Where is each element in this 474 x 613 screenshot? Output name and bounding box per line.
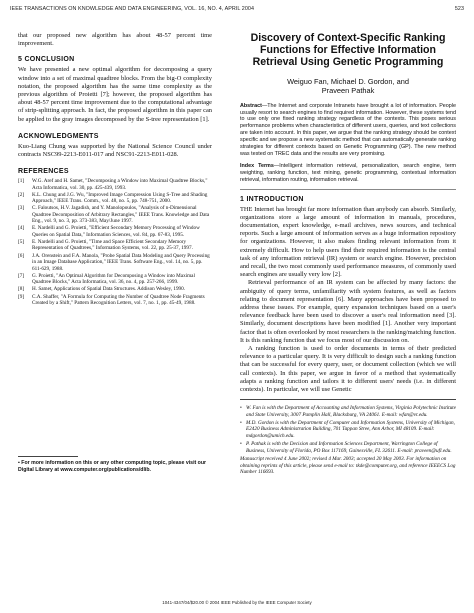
reference-number: [5] — [18, 239, 25, 246]
affiliation-text: M.D. Gordon is with the Department of Computer and Information Systems, University of Michigan, E2420 Business Administration Building, 701 Tappan Stree, Ann Arbor, MI 48109. E-mail: mdgordon@umich.edu. — [246, 420, 455, 439]
abstract — [240, 103, 456, 158]
reference-number: [7] — [18, 272, 25, 279]
reference-number: [8] — [18, 286, 25, 293]
introduction-paragraph-1: THE Internet has brought far more information than anybody can absorb. Similarly, organizations store a large amount of information in manuals, procedures, documentation, expert knowledge, e-mail archives, news sources, and technical reports. Such a large amount of information serves as a huge information repository for organizations. However, it also makes finding relevant information from it extremely difficult. How to help users find their required information is the central task of any information retrieval (IR) system or search engine. However, precision and recall, the two most commonly used performance measures, of commonly used search engines are usually very low [2]. — [240, 205, 456, 279]
manuscript-note: Manuscript received 4 June 2002; revised 4 Mar. 2003; accepted 20 May 2003. For information on obtaining reprints of this article, please send e-mail to: tkde@computer.org, and reference IEEECS Log Number 116693. — [240, 456, 456, 475]
conclusion-heading: 5 CONCLUSION — [18, 56, 75, 64]
reference-text: G. Proietti, "An Optimal Algorithm for Decomposing a Window into Maximal Quadtree Blocks," Acta Informatica, vol. 36, no. 4, pp. 257-266, 1999. — [32, 272, 195, 286]
reference-text: C.A. Shaffer, "A Formula for Computing the Number of Quadtree Node Fragments Created by a Shift," Pattern Recognition Letters, vol. 7, no. 1, pp. 45-49, 1988. — [32, 293, 205, 306]
intro-continuation: that our proposed new algorithm has about 48-57 percent time improvement. — [18, 32, 212, 48]
reference-number: [9] — [18, 293, 25, 300]
reference-text: W.G. Aref and H. Samet, "Decomposing a Window into Maximal Quadtree Blocks," Acta Informatica, vol. 30, pp. 425-439, 1993. — [32, 178, 208, 191]
affiliation-gordon: • M.D. Gordon is with the Department of Computer and Information Systems, University of Michigan, E2420 Business Administration Building, 701 Tappan Stree, Ann Arbor, MI 48109. E-mail: mdgordon@umich.edu. — [240, 420, 455, 439]
reference-text: H. Samet, Applications of Spatial Data Structures. Addison Wesley, 1990. — [32, 286, 186, 293]
reference-text: C. Faloutsos, H.V. Jagadish, and Y. Manolopoulos, "Analysis of n-Dimensional Quadtree Decomposition of Arbitrary Rectangles," IEEE Trans. Knowledge and Data Eng., vol. 9, no. 3, pp. 373-383, May/June 1997. — [32, 205, 210, 225]
index-terms-text: —Intelligent information retrieval, personalization, search engine, term weighting, ranking function, text mining, genetic programming, contextual information retrieval, information routing, information retrieval. — [240, 162, 456, 183]
journal-info: IEEE TRANSACTIONS ON KNOWLEDGE AND DATA ENGINEERING, VOL. 16, NO. 4, APRIL 2004 — [10, 6, 254, 12]
reference-item — [18, 253, 212, 272]
reference-item — [18, 192, 212, 205]
affiliation-fan: • W. Fan is with the Department of Accounting and Information Systems, Virginia Polytechnic Institute and State University, 3007 Pamplin Hall, Blacksburg, VA 24061. E-mail: wfan@vt.edu. — [240, 405, 456, 418]
reference-item — [18, 225, 212, 238]
affiliation-pathak: • P. Pathak is with the Decision and Information Sciences Department, Warrington College of Business, University of Florida, PO Box 117169, Gainesville, FL 32611. E-mail: praveen@ufl.edu. — [240, 441, 452, 454]
footnote-divider — [18, 456, 78, 457]
reference-text: E. Nardelli and G. Proietti, "Time and Space Efficient Secondary Memory Representation of Quadtrees," Information Systems, vol. 22, pp. 25-37, 1997. — [32, 239, 193, 252]
index-terms — [240, 163, 456, 184]
left-column — [18, 22, 212, 474]
digital-library-note: ▪ For more information on this or any other computing topic, please visit our Digital Library at www.computer.org/publications/dlib. — [18, 460, 207, 473]
running-header — [10, 6, 464, 16]
affiliation-text: W. Fan is with the Department of Accounting and Information Systems, Virginia Polytechnic Institute and State University, 3007 Pamplin Hall, Blacksburg, VA 24061. E-mail: wfan@vt.edu. — [246, 405, 456, 418]
acknowledgments-text: Kuo-Liang Chung was supported by the National Science Council under contracts NSC99-2213-E011-017 and NSC91-2213-E011-028. — [18, 142, 212, 159]
reference-number: [4] — [18, 225, 25, 232]
conclusion-text: We have presented a new optimal algorithm for decomposing a query window into a set of maximal quadtree blocks. From the big-O complexity notation, the proposed algorithm has the same time complexity as the previous algorithm of Proietti [7]; however, the proposed algorithm has about 48-57 percent time improvement due to the computational advantage of strip-splitting approach. In fact, the proposed algorithm in this paper can be applied to the gray images decomposed by the S-tree representation [1]. — [18, 66, 212, 123]
reference-number: [3] — [18, 205, 25, 212]
acknowledgments-heading: ACKNOWLEDGMENTS — [18, 132, 99, 140]
digital-library-text: For more information on this or any other computing topic, please visit our Digital Library at www.computer.org/publications/dlib. — [18, 460, 207, 473]
reference-item — [18, 178, 212, 191]
reference-item — [18, 294, 212, 307]
paper-title: Discovery of Context-Specific Ranking Functions for Effective Information Retrieval Using Genetic Programming — [250, 32, 446, 69]
reference-item — [18, 286, 212, 292]
introduction-paragraph-3: A ranking function is used to order documents in terms of their predicted relevance to a particular query. It is very difficult to design such a ranking function that can be successful for every query, user, or document collection (which we will call contexts). In this paper, we argue in favor of a method that systematically adapts a ranking function and tailors it to different users' needs (i.e. in different contexts). In particular, we will use Genetic — [240, 345, 456, 394]
footnote-divider-right — [240, 399, 456, 400]
index-terms-label: Index Terms — [240, 162, 274, 169]
reference-number: [2] — [18, 191, 25, 198]
authors-line-2: Praveen Pathak — [321, 85, 375, 95]
authors-line-1: Weiguo Fan, Michael D. Gordon, and — [287, 76, 409, 86]
introduction-heading: 1 INTRODUCTION — [240, 195, 304, 203]
reference-text: J.A. Orenstein and F.A. Manola, "Probe Spatial Data Modeling and Query Processing in an Image Database Application," IEEE Trans. Software Eng., vol. 14, no. 5, pp. 611-629, 1988. — [32, 252, 210, 272]
section-divider — [240, 189, 456, 190]
reference-number: [6] — [18, 252, 25, 259]
page-number: 523 — [454, 6, 464, 12]
right-column — [240, 22, 456, 475]
reference-text: E. Nardelli and G. Proietti, "Efficient Secondary Memory Processing of Window Queries on Spatial Data," Information Sciences, vol. 84, pp. 67-83, 1995. — [32, 225, 200, 238]
reference-text: K.L. Chung and J.G. Wu, "Improved Image Compression Using S-Tree and Shading Approach," IEEE Trans. Comm., vol. 48, no. 5, pp. 748-751, 2000. — [32, 191, 208, 205]
affiliation-text: P. Pathak is with the Decision and Information Sciences Department, Warrington College of Business, University of Florida, PO Box 117169, Gainesville, FL 32611. E-mail: praveen@ufl.edu. — [246, 441, 452, 454]
reference-number: [1] — [18, 178, 25, 185]
references-list — [18, 178, 212, 306]
reference-item — [18, 239, 212, 252]
reference-item — [18, 273, 212, 286]
abstract-text: —The Internet and corporate Intranets have brought a lot of information. People usually resort to search engines to find required information. However, these systems tend to use only one fixed ranking strategy regardless of the contexts. This poses serious performance problems when characteristics of different users, queries, and text collections are taken into account. In this paper, we argue that the ranking strategy should be context specific and we propose a new systematic method that can automatically generate ranking strategies for different contexts based on Genetic Programming (GP). The new method was tested on TREC data and the results are very promising. — [240, 102, 456, 157]
introduction-paragraph-2: Retrieval performance of an IR system can be affected by many factors: the ambiguity of query terms, unfamiliarity with system features, as well as factors relating to document representation [6]. Many approaches have been proposed to address these issues. For example, query expansion techniques based on a user's relevance feedback have been used to discover a user's real information need [3]. Similarly, document descriptions have been modified [1]. Another very important factor that is often overlooked by most researchers is the ranking/matching function. It is this ranking function that we focus most of our discussion on. — [240, 279, 456, 344]
copyright-footer: 1041-4347/04/$20.00 © 2004 IEEE Published by the IEEE Computer Society — [162, 600, 312, 605]
author-list — [240, 77, 456, 95]
abstract-label: Abstract — [240, 102, 262, 109]
references-heading: REFERENCES — [18, 168, 69, 176]
reference-item — [18, 205, 212, 224]
